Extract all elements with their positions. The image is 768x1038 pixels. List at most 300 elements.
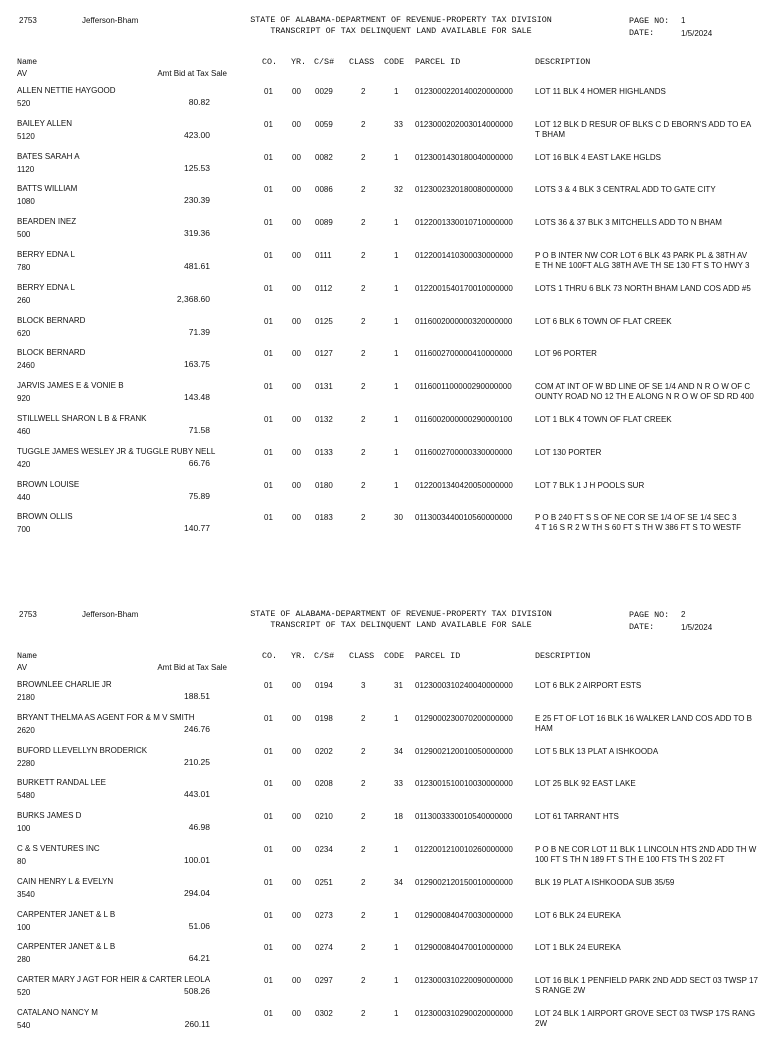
certificate-number: 0111 — [315, 251, 332, 260]
amount-bid: 140.77 — [184, 523, 210, 534]
code-value: 33 — [394, 779, 403, 789]
column-header-amt: Amt Bid at Tax Sale — [157, 663, 227, 672]
year-code: 00 — [292, 349, 301, 359]
amount-bid: 481.61 — [184, 261, 210, 271]
assessed-value: 1080 — [17, 197, 35, 207]
description-line: LOT 61 TARRANT HTS — [535, 812, 619, 822]
description-line: HAM — [535, 723, 553, 733]
owner-name: BLOCK BERNARD — [17, 315, 86, 325]
table-row — [0, 512, 768, 542]
code-value: 1 — [394, 218, 399, 228]
owner-name: TUGGLE JAMES WESLEY JR & TUGGLE RUBY NELL — [17, 446, 216, 456]
year-code: 00 — [292, 513, 301, 523]
year-code: 00 — [292, 185, 301, 195]
year-code: 00 — [292, 382, 301, 392]
parcel-id: 0123002320180080000000 — [415, 185, 513, 195]
description-line: LOT 7 BLK 1 J H POOLS SUR — [535, 480, 645, 490]
parcel-id: 0129002120010050000000 — [415, 746, 513, 756]
county-code: 01 — [264, 812, 273, 822]
county-name: Jefferson-Bham — [82, 610, 139, 619]
year-code: 00 — [292, 316, 301, 326]
year-code: 00 — [292, 480, 301, 490]
report-subtitle: TRANSCRIPT OF TAX DELINQUENT LAND AVAILABLE FOR SALE — [270, 620, 532, 630]
class-code: 2 — [361, 779, 366, 789]
year-code: 00 — [292, 415, 301, 424]
certificate-number: 0198 — [315, 713, 333, 723]
table-row — [0, 844, 768, 874]
page-number-label: PAGE NO: — [629, 610, 670, 620]
parcel-id: 0129000840470010000000 — [415, 943, 513, 953]
class-code: 2 — [361, 119, 366, 129]
year-code: 00 — [292, 447, 301, 457]
year-code: 00 — [292, 1009, 301, 1018]
county-code: 01 — [264, 910, 273, 920]
county-code: 01 — [264, 185, 273, 195]
column-header-description: DESCRIPTION — [535, 651, 591, 661]
class-code: 2 — [361, 1009, 366, 1018]
owner-name: CARPENTER JANET & L B — [17, 909, 116, 919]
county-code: 01 — [264, 415, 273, 424]
column-header-code: CODE — [384, 651, 405, 661]
certificate-number: 0194 — [315, 681, 333, 690]
column-header-co: CO. — [262, 651, 278, 661]
table-row — [0, 184, 768, 214]
page-number: 1 — [681, 16, 686, 25]
assessed-value: 2460 — [17, 361, 35, 371]
report-id: 2753 — [19, 16, 37, 25]
column-header-co: CO. — [262, 57, 278, 67]
description-line: LOT 16 BLK 1 PENFIELD PARK 2ND ADD SECT 03 TWSP 17 — [535, 976, 758, 986]
county-code: 01 — [264, 513, 273, 523]
class-code: 2 — [361, 812, 366, 822]
amount-bid: 246.76 — [184, 723, 210, 734]
description-line: LOT 130 PORTER — [535, 447, 602, 457]
description-line: S RANGE 2W — [535, 986, 586, 996]
parcel-id: 0116002000000320000000 — [415, 316, 513, 326]
county-code: 01 — [264, 943, 273, 953]
description-line: E 25 FT OF LOT 16 BLK 16 WALKER LAND COS ADD TO B — [535, 713, 752, 723]
owner-name: BRYANT THELMA AS AGENT FOR & M V SMITH — [17, 712, 195, 722]
assessed-value: 100 — [17, 922, 31, 932]
description-line: LOT 6 BLK 6 TOWN OF FLAT CREEK — [535, 316, 672, 326]
column-header-name: Name — [17, 651, 38, 661]
certificate-number: 0202 — [315, 746, 333, 756]
code-value: 1 — [394, 251, 399, 260]
assessed-value: 780 — [17, 263, 31, 272]
certificate-number: 0132 — [315, 415, 333, 424]
code-value: 1 — [394, 152, 399, 162]
year-code: 00 — [292, 251, 301, 260]
year-code: 00 — [292, 681, 301, 690]
parcel-id: 0129000840470030000000 — [415, 910, 513, 920]
table-row — [0, 975, 768, 1005]
year-code: 00 — [292, 877, 301, 887]
page-number-label: PAGE NO: — [629, 16, 670, 26]
column-header-av: AV — [17, 69, 28, 78]
amount-bid: 319.36 — [184, 228, 210, 239]
parcel-id: 0122001540170010000000 — [415, 283, 513, 293]
code-value: 1 — [394, 415, 399, 424]
code-value: 18 — [394, 812, 403, 822]
description-line: LOT 25 BLK 92 EAST LAKE — [535, 779, 636, 789]
table-row — [0, 910, 768, 940]
owner-name: CARTER MARY J AGT FOR HEIR & CARTER LEOLA — [17, 975, 211, 985]
page-number: 2 — [681, 610, 686, 619]
parcel-id: 0123000310220090000000 — [415, 976, 513, 986]
parcel-id: 0123001510010030000000 — [415, 779, 513, 789]
county-code: 01 — [264, 316, 273, 326]
amount-bid: 2,368.60 — [176, 293, 210, 304]
column-header-cs: C/S# — [314, 651, 335, 661]
year-code: 00 — [292, 713, 301, 723]
code-value: 1 — [394, 316, 399, 326]
amount-bid: 71.39 — [188, 326, 210, 337]
parcel-id: 0116002000000290000100 — [415, 415, 513, 424]
certificate-number: 0183 — [315, 513, 333, 523]
certificate-number: 0125 — [315, 316, 333, 326]
assessed-value: 920 — [17, 394, 31, 404]
parcel-id: 0116001100000290000000 — [415, 382, 512, 392]
code-value: 31 — [394, 681, 403, 690]
year-code: 00 — [292, 152, 301, 162]
description-line: LOT 6 BLK 24 EUREKA — [535, 910, 621, 920]
report-date: 1/5/2024 — [681, 29, 713, 38]
date-label: DATE: — [629, 622, 655, 632]
assessed-value: 440 — [17, 492, 31, 502]
certificate-number: 0273 — [315, 910, 333, 920]
assessed-value: 5120 — [17, 131, 35, 141]
certificate-number: 0251 — [315, 877, 333, 887]
assessed-value: 5480 — [17, 791, 35, 801]
owner-name: BATES SARAH A — [17, 151, 80, 161]
description-line: LOTS 3 & 4 BLK 3 CENTRAL ADD TO GATE CITY — [535, 185, 716, 195]
owner-name: BROWN OLLIS — [17, 512, 73, 522]
owner-name: BERRY EDNA L — [17, 250, 75, 259]
table-row — [0, 746, 768, 776]
certificate-number: 0112 — [315, 283, 333, 293]
description-line: LOT 24 BLK 1 AIRPORT GROVE SECT 03 TWSP 17S RANG — [535, 1009, 756, 1018]
year-code: 00 — [292, 87, 301, 96]
description-line: P O B INTER NW COR LOT 6 BLK 43 PARK PL & 38TH AV — [535, 251, 748, 260]
certificate-number: 0133 — [315, 447, 333, 457]
county-code: 01 — [264, 746, 273, 756]
code-value: 1 — [394, 283, 399, 293]
table-row — [0, 414, 768, 444]
parcel-id: 0123000310240040000000 — [415, 681, 513, 690]
class-code: 2 — [361, 251, 366, 260]
county-code: 01 — [264, 845, 273, 854]
certificate-number: 0208 — [315, 779, 333, 789]
amount-bid: 125.53 — [184, 162, 210, 173]
column-header-yr: YR. — [291, 57, 307, 67]
class-code: 2 — [361, 382, 366, 392]
class-code: 2 — [361, 746, 366, 756]
county-code: 01 — [264, 152, 273, 162]
parcel-id: 0122001210010260000000 — [415, 845, 513, 854]
date-label: DATE: — [629, 28, 655, 38]
assessed-value: 1120 — [17, 164, 35, 174]
table-row — [0, 877, 768, 907]
assessed-value: 80 — [17, 857, 26, 866]
column-header-av: AV — [17, 663, 28, 672]
owner-name: BURKETT RANDAL LEE — [17, 778, 106, 788]
certificate-number: 0059 — [315, 119, 333, 129]
table-row — [0, 480, 768, 510]
code-value: 1 — [394, 349, 399, 359]
description-line: LOT 5 BLK 13 PLAT A ISHKOODA — [535, 746, 659, 756]
class-code: 2 — [361, 152, 366, 162]
owner-name: BROWNLEE CHARLIE JR — [17, 680, 112, 689]
report-subtitle: TRANSCRIPT OF TAX DELINQUENT LAND AVAILABLE FOR SALE — [270, 26, 532, 36]
amount-bid: 294.04 — [184, 887, 210, 898]
owner-name: CATALANO NANCY M — [17, 1008, 98, 1017]
amount-bid: 100.01 — [184, 855, 210, 865]
description-line: LOT 12 BLK D RESUR OF BLKS C D EBORN'S ADD TO EA — [535, 119, 752, 129]
owner-name: ALLEN NETTIE HAYGOOD — [17, 86, 116, 95]
description-line: E TH NE 100FT ALG 38TH AVE TH SE 130 FT S TO HWY 3 — [535, 261, 750, 270]
owner-name: STILLWELL SHARON L B & FRANK — [17, 414, 147, 423]
owner-name: JARVIS JAMES E & VONIE B — [17, 381, 124, 391]
description-line: T BHAM — [535, 129, 566, 139]
description-line: OUNTY ROAD NO 12 TH E ALONG N R O W OF SD RD 400 — [535, 392, 754, 402]
class-code: 2 — [361, 976, 366, 986]
class-code: 2 — [361, 713, 366, 723]
certificate-number: 0234 — [315, 845, 333, 854]
county-code: 01 — [264, 713, 273, 723]
county-code: 01 — [264, 283, 273, 293]
column-header-yr: YR. — [291, 651, 307, 661]
column-header-class: CLASS — [349, 57, 375, 67]
report-date: 1/5/2024 — [681, 623, 713, 632]
county-code: 01 — [264, 681, 273, 690]
certificate-number: 0302 — [315, 1009, 333, 1018]
year-code: 00 — [292, 779, 301, 789]
amount-bid: 46.98 — [188, 822, 210, 833]
certificate-number: 0210 — [315, 812, 333, 822]
certificate-number: 0274 — [315, 943, 333, 953]
assessed-value: 460 — [17, 427, 31, 436]
owner-name: BLOCK BERNARD — [17, 348, 86, 358]
description-line: LOT 11 BLK 4 HOMER HIGHLANDS — [535, 87, 666, 96]
assessed-value: 500 — [17, 230, 31, 240]
amount-bid: 508.26 — [184, 986, 210, 997]
table-row — [0, 348, 768, 378]
assessed-value: 260 — [17, 295, 31, 305]
code-value: 1 — [394, 713, 399, 723]
amount-bid: 188.51 — [184, 691, 210, 701]
column-header-cs: C/S# — [314, 57, 335, 67]
description-line: LOT 96 PORTER — [535, 349, 597, 359]
table-row — [0, 283, 768, 313]
code-value: 1 — [394, 447, 399, 457]
table-row — [0, 778, 768, 808]
year-code: 00 — [292, 845, 301, 854]
class-code: 2 — [361, 480, 366, 490]
amount-bid: 75.89 — [188, 490, 210, 501]
table-row — [0, 713, 768, 743]
column-header-class: CLASS — [349, 651, 375, 661]
table-row — [0, 119, 768, 149]
certificate-number: 0131 — [315, 382, 333, 392]
amount-bid: 260.11 — [184, 1019, 210, 1029]
parcel-id: 0123000310290020000000 — [415, 1009, 513, 1018]
amount-bid: 210.25 — [184, 756, 210, 767]
code-value: 1 — [394, 480, 399, 490]
county-code: 01 — [264, 1009, 273, 1018]
amount-bid: 71.58 — [188, 425, 210, 435]
description-line: LOT 16 BLK 4 EAST LAKE HGLDS — [535, 152, 661, 162]
table-row — [0, 217, 768, 247]
county-code: 01 — [264, 447, 273, 457]
class-code: 2 — [361, 349, 366, 359]
code-value: 1 — [394, 382, 399, 392]
year-code: 00 — [292, 943, 301, 953]
table-row — [0, 381, 768, 411]
description-line: COM AT INT OF W BD LINE OF SE 1/4 AND N R O W OF C — [535, 382, 751, 392]
year-code: 00 — [292, 119, 301, 129]
assessed-value: 520 — [17, 988, 31, 998]
owner-name: C & S VENTURES INC — [17, 844, 100, 853]
parcel-id: 0129002120150010000000 — [415, 877, 513, 887]
county-name: Jefferson-Bham — [82, 16, 139, 25]
owner-name: BAILEY ALLEN — [17, 118, 72, 128]
description-line: BLK 19 PLAT A ISHKOODA SUB 35/59 — [535, 877, 675, 887]
table-row — [0, 1008, 768, 1038]
class-code: 2 — [361, 513, 366, 523]
assessed-value: 620 — [17, 328, 31, 338]
description-line: 100 FT S TH N 189 FT S TH E 100 FTS TH S 202 FT — [535, 855, 725, 864]
parcel-id: 0122001340420050000000 — [415, 480, 513, 490]
table-row — [0, 86, 768, 116]
assessed-value: 100 — [17, 824, 31, 834]
description-line: P O B NE COR LOT 11 BLK 1 LINCOLN HTS 2ND ADD TH W — [535, 845, 757, 854]
parcel-id: 0113003330010540000000 — [415, 812, 513, 822]
table-row — [0, 447, 768, 477]
assessed-value: 420 — [17, 459, 31, 469]
column-header-amt: Amt Bid at Tax Sale — [157, 69, 227, 78]
assessed-value: 520 — [17, 99, 31, 108]
county-code: 01 — [264, 480, 273, 490]
county-code: 01 — [264, 119, 273, 129]
parcel-id: 0122001410300030000000 — [415, 251, 513, 260]
owner-name: BEARDEN INEZ — [17, 217, 77, 227]
owner-name: BURKS JAMES D — [17, 811, 82, 821]
parcel-id: 0123000202003014000000 — [415, 119, 513, 129]
description-line: LOTS 1 THRU 6 BLK 73 NORTH BHAM LAND COS ADD #5 — [535, 283, 751, 293]
class-code: 2 — [361, 283, 366, 293]
class-code: 2 — [361, 218, 366, 228]
assessed-value: 3540 — [17, 889, 35, 899]
amount-bid: 66.76 — [188, 457, 210, 468]
owner-name: BROWN LOUISE — [17, 479, 80, 489]
assessed-value: 2620 — [17, 725, 35, 735]
description-line: P O B 240 FT S S OF NE COR SE 1/4 OF SE 1/4 SEC 3 — [535, 513, 737, 523]
owner-name: CAIN HENRY L & EVELYN — [17, 876, 114, 886]
county-code: 01 — [264, 251, 273, 260]
class-code: 2 — [361, 910, 366, 920]
year-code: 00 — [292, 746, 301, 756]
year-code: 00 — [292, 218, 301, 228]
assessed-value: 540 — [17, 1021, 31, 1030]
amount-bid: 51.06 — [188, 920, 210, 931]
code-value: 1 — [394, 87, 399, 96]
amount-bid: 143.48 — [184, 392, 210, 403]
column-header-name: Name — [17, 57, 38, 67]
class-code: 2 — [361, 943, 366, 953]
code-value: 1 — [394, 943, 399, 953]
year-code: 00 — [292, 976, 301, 986]
certificate-number: 0127 — [315, 349, 333, 359]
table-row — [0, 250, 768, 280]
parcel-id: 0113003440010560000000 — [415, 513, 513, 523]
column-header-parcel: PARCEL ID — [415, 651, 461, 661]
parcel-id: 0123001430180040000000 — [415, 152, 513, 162]
amount-bid: 64.21 — [188, 953, 210, 964]
code-value: 1 — [394, 976, 399, 986]
report-title: STATE OF ALABAMA-DEPARTMENT OF REVENUE-PROPERTY TAX DIVISION — [250, 15, 552, 25]
table-row — [0, 942, 768, 972]
class-code: 2 — [361, 316, 366, 326]
code-value: 34 — [394, 746, 403, 756]
description-line: LOT 6 BLK 2 AIRPORT ESTS — [535, 681, 642, 690]
certificate-number: 0029 — [315, 87, 333, 96]
table-row — [0, 680, 768, 710]
county-code: 01 — [264, 87, 273, 96]
class-code: 2 — [361, 415, 366, 424]
assessed-value: 2180 — [17, 693, 35, 702]
code-value: 30 — [394, 513, 403, 523]
column-header-code: CODE — [384, 57, 405, 67]
table-row — [0, 811, 768, 841]
description-line: LOT 1 BLK 4 TOWN OF FLAT CREEK — [535, 415, 672, 424]
county-code: 01 — [264, 976, 273, 986]
owner-name: CARPENTER JANET & L B — [17, 942, 116, 952]
parcel-id: 0123000220140020000000 — [415, 87, 513, 96]
table-row — [0, 152, 768, 182]
report-title: STATE OF ALABAMA-DEPARTMENT OF REVENUE-PROPERTY TAX DIVISION — [250, 609, 552, 619]
report-page — [0, 594, 768, 1030]
parcel-id: 0116002700000330000000 — [415, 447, 513, 457]
class-code: 2 — [361, 87, 366, 96]
county-code: 01 — [264, 218, 273, 228]
certificate-number: 0180 — [315, 480, 333, 490]
amount-bid: 443.01 — [184, 789, 210, 800]
class-code: 2 — [361, 845, 366, 854]
column-header-description: DESCRIPTION — [535, 57, 591, 67]
parcel-id: 0116002700000410000000 — [415, 349, 513, 359]
county-code: 01 — [264, 382, 273, 392]
parcel-id: 0129000230070200000000 — [415, 713, 513, 723]
year-code: 00 — [292, 812, 301, 822]
code-value: 1 — [394, 845, 399, 854]
certificate-number: 0082 — [315, 152, 333, 162]
description-line: 2W — [535, 1019, 547, 1028]
county-code: 01 — [264, 877, 273, 887]
assessed-value: 700 — [17, 525, 31, 535]
class-code: 2 — [361, 447, 366, 457]
amount-bid: 80.82 — [188, 97, 210, 107]
code-value: 1 — [394, 1009, 399, 1018]
county-code: 01 — [264, 349, 273, 359]
class-code: 2 — [361, 185, 366, 195]
owner-name: BERRY EDNA L — [17, 282, 75, 292]
amount-bid: 163.75 — [184, 359, 210, 370]
amount-bid: 423.00 — [184, 129, 210, 140]
parcel-id: 0122001330010710000000 — [415, 218, 513, 228]
class-code: 3 — [361, 681, 366, 690]
county-code: 01 — [264, 779, 273, 789]
description-line: LOTS 36 & 37 BLK 3 MITCHELLS ADD TO N BHAM — [535, 218, 722, 228]
